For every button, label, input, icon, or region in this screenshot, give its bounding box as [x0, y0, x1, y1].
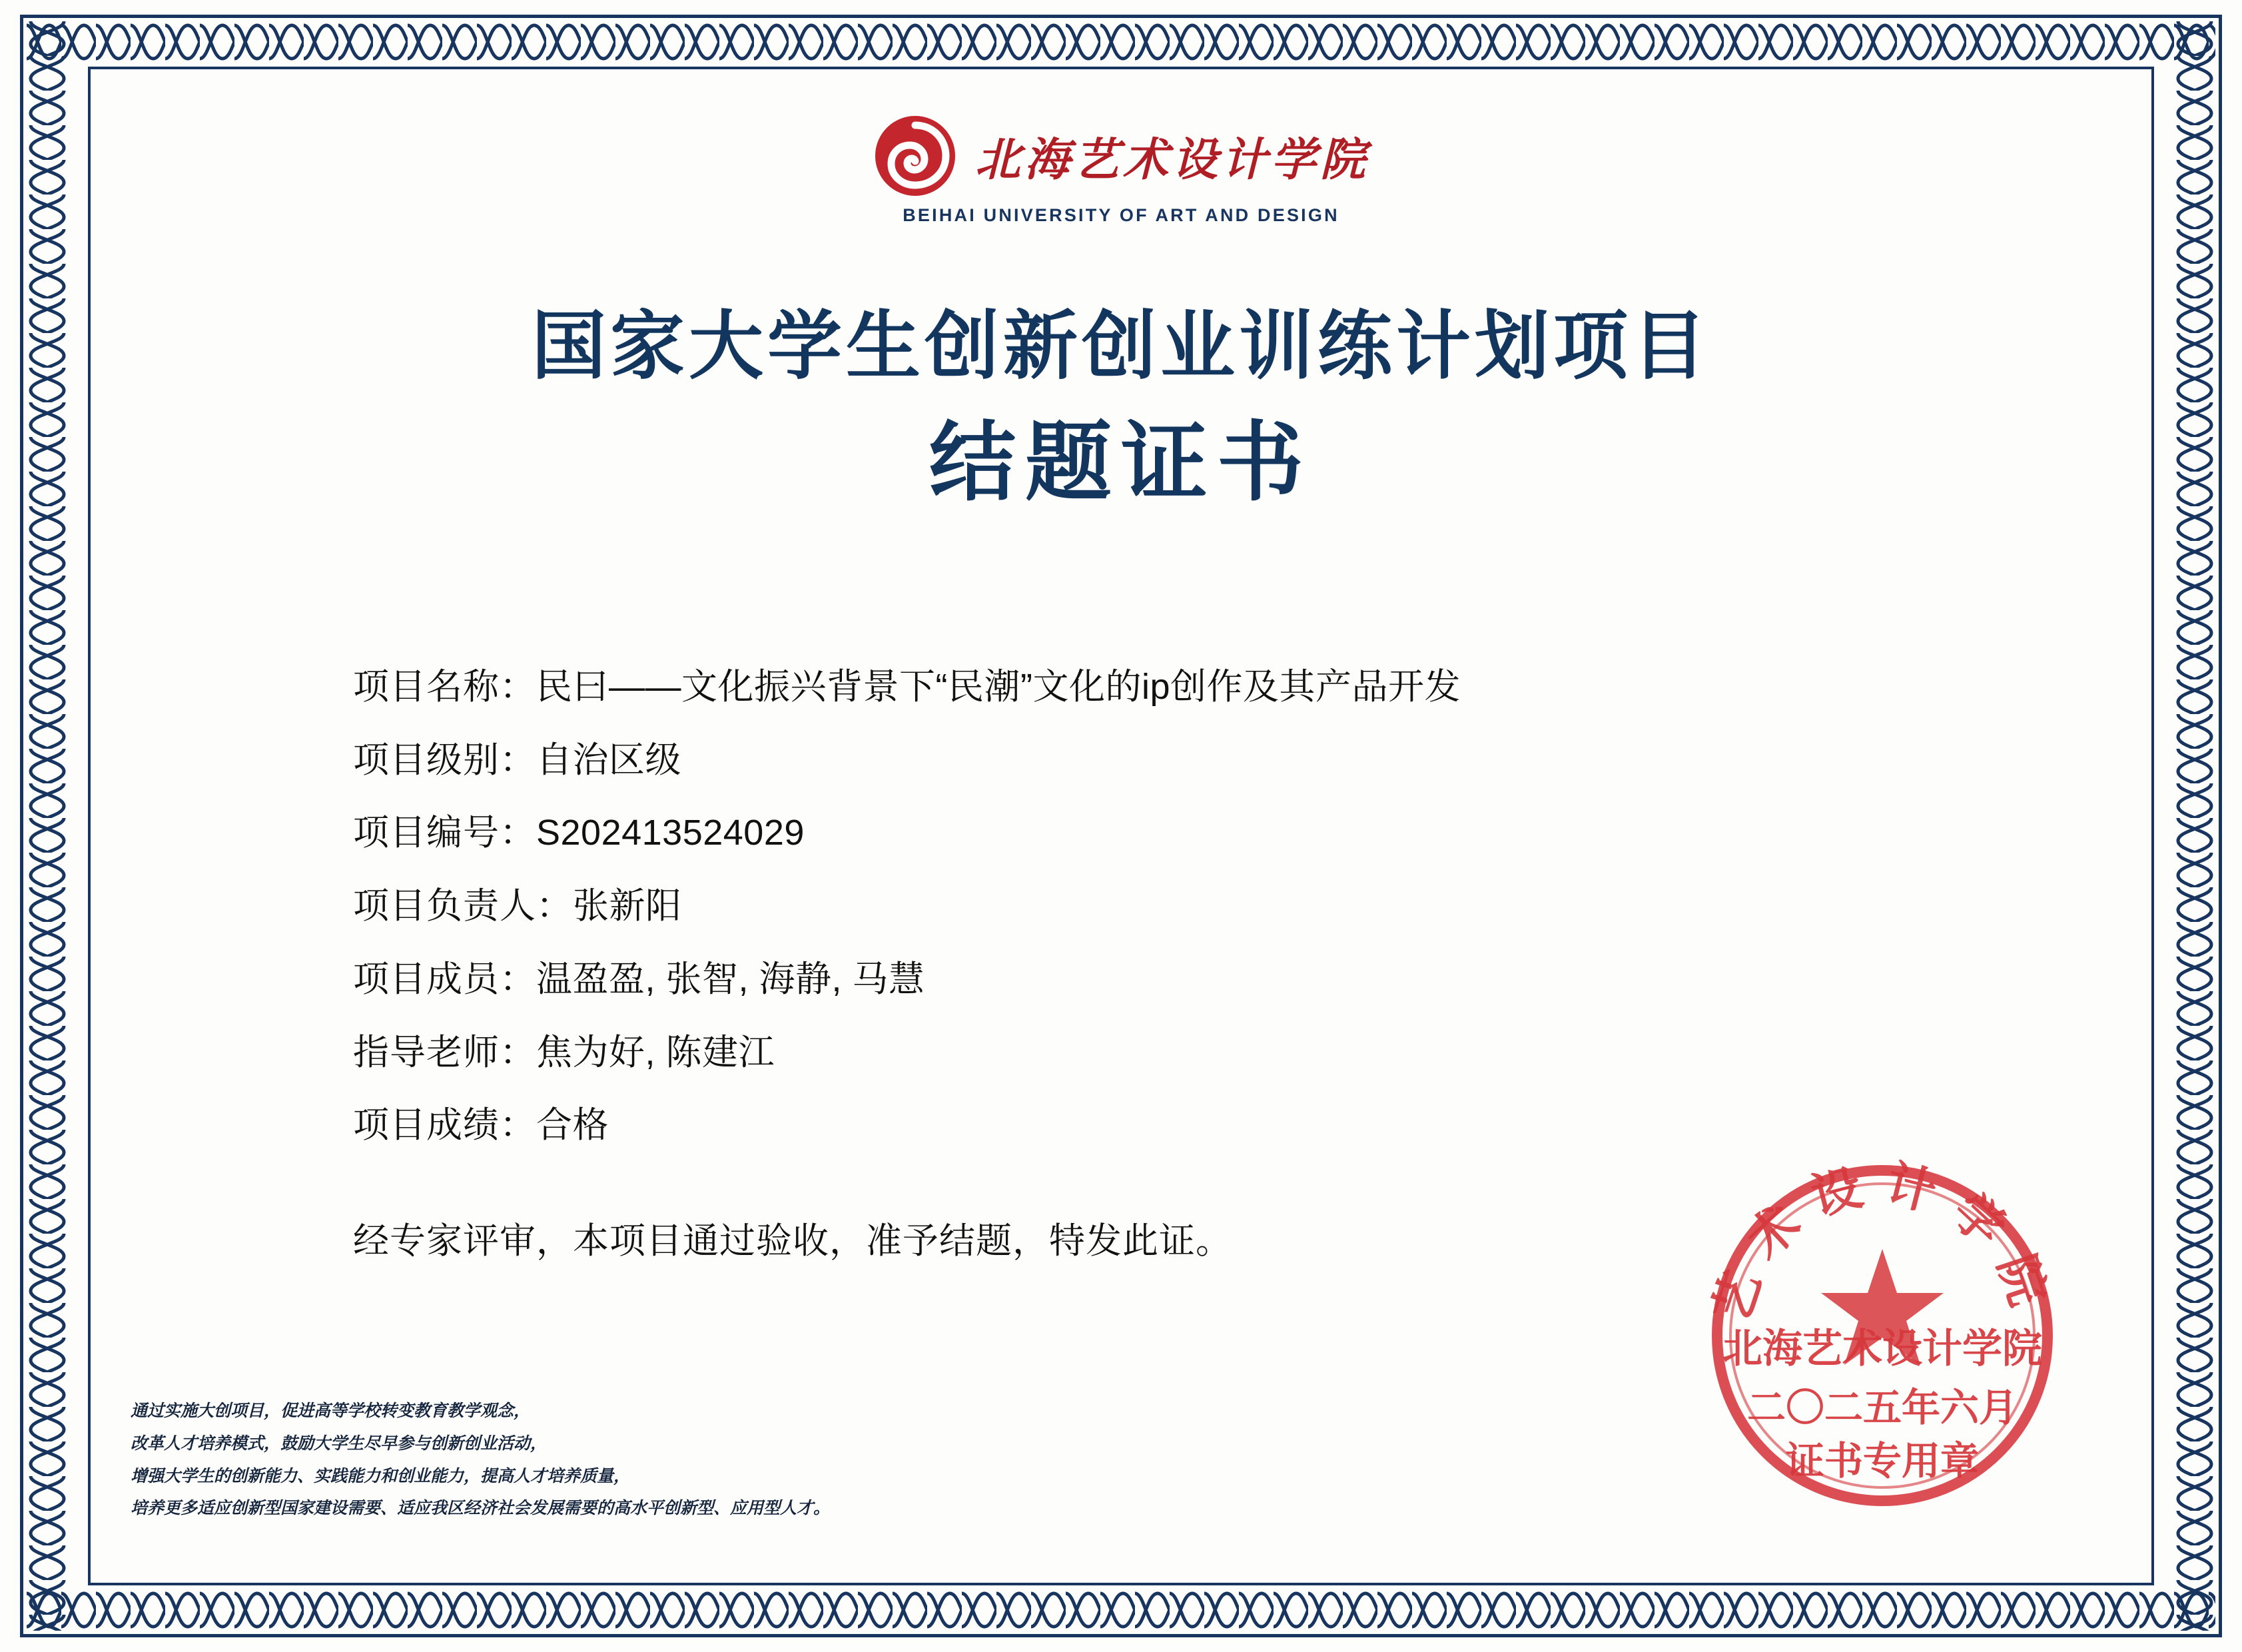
field-label: 项目成绩： [353, 1105, 536, 1146]
field-project-leader [353, 885, 2042, 928]
institution-logo-block [0, 113, 2242, 226]
institution-name-en: BEIHAI UNIVERSITY OF ART AND DESIGN [903, 205, 1339, 225]
field-label: 项目负责人： [353, 886, 573, 927]
rope-border-top [27, 21, 2215, 63]
field-label: 指导老师： [353, 1032, 536, 1072]
seal-line-2: 二〇二五年六月 [1746, 1386, 2018, 1430]
field-advisors [353, 1032, 2042, 1074]
footnote-block [131, 1396, 830, 1525]
university-logo-icon [873, 113, 958, 199]
certificate-title: 国家大学生创新创业训练计划项目 [532, 306, 1710, 388]
institution-name-cn: 北海艺术设计学院 [974, 134, 1369, 185]
certificate-fields [353, 666, 2042, 1178]
footnote-line: 通过实施大创项目，促进高等学校转变教育教学观念， [131, 1402, 531, 1420]
rope-border-right [2174, 21, 2215, 1631]
field-value: 民曰——文化振兴背景下“民潮”文化的ip创作及其产品开发 [536, 667, 1461, 707]
official-seal [1689, 1142, 2075, 1529]
field-value: 温盈盈, 张智, 海静, 马慧 [536, 959, 925, 999]
approval-statement: 经专家评审，本项目通过验收，准予结题，特发此证。 [353, 1221, 1232, 1261]
field-value: S202413524029 [536, 813, 805, 853]
field-value: 焦为好, 陈建江 [536, 1032, 775, 1072]
seal-outer-text: 艺术设计学院 [1704, 1156, 2061, 1329]
field-project-number [353, 812, 2042, 855]
field-value: 合格 [536, 1105, 609, 1146]
field-value: 自治区级 [536, 739, 681, 780]
seal-line-1: 北海艺术设计学院 [1722, 1327, 2042, 1371]
field-project-members [353, 959, 2042, 1001]
field-label: 项目级别： [353, 739, 536, 780]
field-label: 项目成员： [353, 959, 536, 999]
rope-border-bottom [27, 1589, 2215, 1631]
rope-border-left [27, 21, 68, 1631]
footnote-line: 改革人才培养模式，鼓励大学生尽早参与创新创业活动， [131, 1434, 548, 1453]
footnote-line: 培养更多适应创新型国家建设需要、适应我区经济社会发展需要的高水平创新型、应用型人才。 [131, 1499, 831, 1518]
footnote-line: 增强大学生的创新能力、实践能力和创业能力，提高人才培养质量， [131, 1467, 631, 1485]
field-label: 项目编号： [353, 813, 536, 853]
field-value: 张新阳 [573, 886, 682, 927]
field-label: 项目名称： [353, 667, 536, 707]
certificate-subtitle: 结题证书 [929, 416, 1313, 512]
field-grade [353, 1104, 2042, 1147]
field-project-name [353, 666, 2042, 709]
field-project-level [353, 739, 2042, 782]
seal-line-3: 证书专用章 [1785, 1440, 1980, 1483]
